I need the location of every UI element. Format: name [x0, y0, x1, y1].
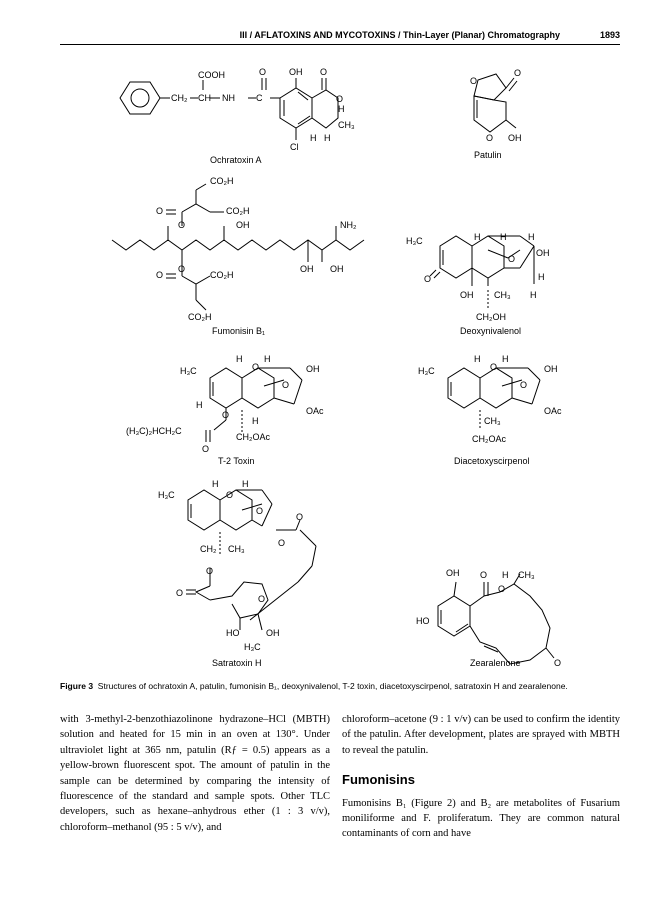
zearalenone-o2: O	[498, 584, 506, 594]
deoxynivalenol-oh2: OH	[460, 290, 474, 300]
t2-h3: H	[196, 400, 203, 410]
patulin-o2: O	[514, 68, 522, 78]
zearalenone-o3: O	[554, 658, 562, 668]
fumonisin-o1: O	[156, 206, 164, 216]
satratoxin-ch3: CH₃	[228, 544, 245, 554]
figure-caption	[60, 681, 620, 692]
patulin-o3: O	[486, 133, 494, 143]
body-left-column	[60, 712, 330, 835]
ochratoxin-cooh: COOH	[198, 70, 225, 80]
fumonisin-nh2: NH₂	[340, 220, 357, 230]
satratoxin-ho: HO	[226, 628, 240, 638]
left-paragraph: with 3-methyl-2-benzothiazolinone hydrazone–HCl (MBTH) solution and heated for 15 min in an oven at 130°. Under ultraviolet light at 365 nm, patulin (Rƒ = 0.5) appears as a yellow-brown fluorescent spot. The amount of patulin in the sample can be determined by comparing the intensity of fluorescence of the standard and sample spots. Other TLC developers, such as hexane–anhydrous ether (1 : 3 v/v), chloroform–methanol (95 : 5 v/v), and	[60, 714, 330, 833]
deoxynivalenol-h5: H	[530, 290, 537, 300]
ochratoxin-ch: CH	[198, 93, 211, 103]
deoxynivalenol-h2: H	[500, 232, 507, 242]
t2-isoval: (H₃C)₂HCH₂C	[126, 426, 182, 436]
ochratoxin-ch2: CH₂	[171, 93, 188, 103]
fumonisin-co2h-2: CO₂H	[226, 206, 250, 216]
t2-ch2oac: CH₂OAc	[236, 432, 270, 442]
diacetoxyscirpenol-oh: OH	[544, 364, 558, 374]
diacetoxyscirpenol-ch2oac: CH₂OAc	[472, 434, 506, 444]
t2-h2: H	[264, 354, 271, 364]
satratoxin-o1: O	[226, 490, 234, 500]
diacetoxyscirpenol-h2: H	[502, 354, 509, 364]
deoxynivalenol-o: O	[508, 254, 516, 264]
ochratoxin-h1: H	[338, 104, 345, 114]
t2-h3c: H₃C	[180, 366, 197, 376]
right-paragraph-1: chloroform–acetone (9 : 1 v/v) can be used to confirm the identity of the patulin. After development, plates are sprayed with MBTH to reveal the patulin.	[342, 714, 620, 756]
fumonisin-co2h-3: CO₂H	[210, 270, 234, 280]
ochratoxin-o2: O	[320, 67, 328, 77]
zearalenone-oh: OH	[446, 568, 460, 578]
deoxynivalenol-label: Deoxynivalenol	[460, 326, 522, 336]
ochratoxin-nh: NH	[222, 93, 235, 103]
satratoxin-h3c: H₃C	[158, 490, 175, 500]
ochratoxin-o1: O	[259, 67, 267, 77]
diacetoxyscirpenol-o2: O	[520, 380, 528, 390]
diacetoxyscirpenol-h3c: H₃C	[418, 366, 435, 376]
ochratoxin-structure	[120, 78, 338, 140]
ochratoxin-c: C	[256, 93, 263, 103]
ochratoxin-oh: OH	[289, 67, 303, 77]
satratoxin-h2c: CH₂	[200, 544, 217, 554]
patulin-label: Patulin	[474, 150, 502, 160]
deoxynivalenol-h1: H	[474, 232, 481, 242]
satratoxin-h2: H	[242, 479, 249, 489]
t2-oh: OH	[306, 364, 320, 374]
deoxynivalenol-h3: H	[528, 232, 535, 242]
ochratoxin-h2: H	[310, 133, 317, 143]
satratoxin-oh: OH	[266, 628, 280, 638]
satratoxin-label: Satratoxin H	[212, 658, 262, 668]
caption-text: Structures of ochratoxin A, patulin, fumonisin B₁, deoxynivalenol, T-2 toxin, diacetoxyscirpenol, satratoxin H and zearalenone.	[97, 681, 568, 691]
diacetoxyscirpenol-oac: OAc	[544, 406, 562, 416]
fumonisin-o2: O	[178, 220, 186, 230]
zearalenone-label: Zearalenone	[470, 658, 521, 668]
t2-label: T-2 Toxin	[218, 456, 255, 466]
patulin-o1: O	[470, 76, 478, 86]
fumonisin-o3: O	[178, 264, 186, 274]
fumonisin-co2h-4: CO₂H	[188, 312, 212, 322]
deoxynivalenol-ch2oh: CH₂OH	[476, 312, 506, 322]
diacetoxyscirpenol-ch3: CH₃	[484, 416, 501, 426]
t2-oac: OAc	[306, 406, 324, 416]
zearalenone-ho: HO	[416, 616, 430, 626]
deoxynivalenol-h4: H	[538, 272, 545, 282]
ochratoxin-h3: H	[324, 133, 331, 143]
page-number: 1893	[599, 30, 620, 40]
t2-o3: O	[222, 410, 230, 420]
fumonisin-oh-2: OH	[300, 264, 314, 274]
satratoxin-o6: O	[176, 588, 184, 598]
fumonisin-structure	[112, 184, 364, 310]
satratoxin-o7: O	[258, 594, 266, 604]
diacetoxyscirpenol-h1: H	[474, 354, 481, 364]
deoxynivalenol-o2: O	[424, 274, 432, 284]
deoxynivalenol-h3c: H₃C	[406, 236, 423, 246]
zearalenone-structure	[438, 574, 554, 664]
patulin-oh: OH	[508, 133, 522, 143]
zearalenone-o1: O	[480, 570, 488, 580]
fumonisin-co2h-1: CO₂H	[210, 176, 234, 186]
header-title: III / AFLATOXINS AND MYCOTOXINS / Thin-Layer (Planar) Chromatography	[239, 30, 560, 40]
zearalenone-ch3: CH₃	[518, 570, 535, 580]
satratoxin-o4: O	[278, 538, 286, 548]
satratoxin-h1: H	[212, 479, 219, 489]
satratoxin-o2: O	[256, 506, 264, 516]
t2-o2: O	[282, 380, 290, 390]
deoxynivalenol-ch3: CH₃	[494, 290, 511, 300]
satratoxin-structure	[186, 490, 316, 630]
ochratoxin-ch3: CH₃	[338, 120, 355, 130]
t2-o1: O	[252, 362, 260, 372]
fumonisin-oh-3: OH	[330, 264, 344, 274]
section-heading: Fumonisins	[342, 772, 415, 788]
deoxynivalenol-oh1: OH	[536, 248, 550, 258]
t2-o4: O	[202, 444, 210, 454]
zearalenone-h: H	[502, 570, 509, 580]
diacetoxyscirpenol-label: Diacetoxyscirpenol	[454, 456, 530, 466]
satratoxin-o5: O	[206, 566, 214, 576]
t2-h1: H	[236, 354, 243, 364]
fumonisin-oh-1: OH	[236, 220, 250, 230]
satratoxin-o3: O	[296, 512, 304, 522]
patulin-structure	[474, 74, 517, 132]
deoxynivalenol-structure	[430, 236, 534, 310]
ochratoxin-cl: Cl	[290, 142, 299, 152]
ochratoxin-label: Ochratoxin A	[210, 155, 262, 165]
fumonisin-label: Fumonisin B₁	[212, 326, 266, 336]
ochratoxin-o3: O	[336, 94, 344, 104]
body-right-column	[342, 712, 620, 842]
t2-h4: H	[252, 416, 259, 426]
diacetoxyscirpenol-o1: O	[490, 362, 498, 372]
caption-label: Figure 3	[60, 681, 94, 691]
fumonisin-o4: O	[156, 270, 164, 280]
satratoxin-h3c-2: H₃C	[244, 642, 261, 652]
right-paragraph-2: Fumonisins B₁ (Figure 2) and B₂ are metabolites of Fusarium moniliforme and F. proliferatum. They are common natural contaminants of corn and have	[342, 797, 620, 840]
